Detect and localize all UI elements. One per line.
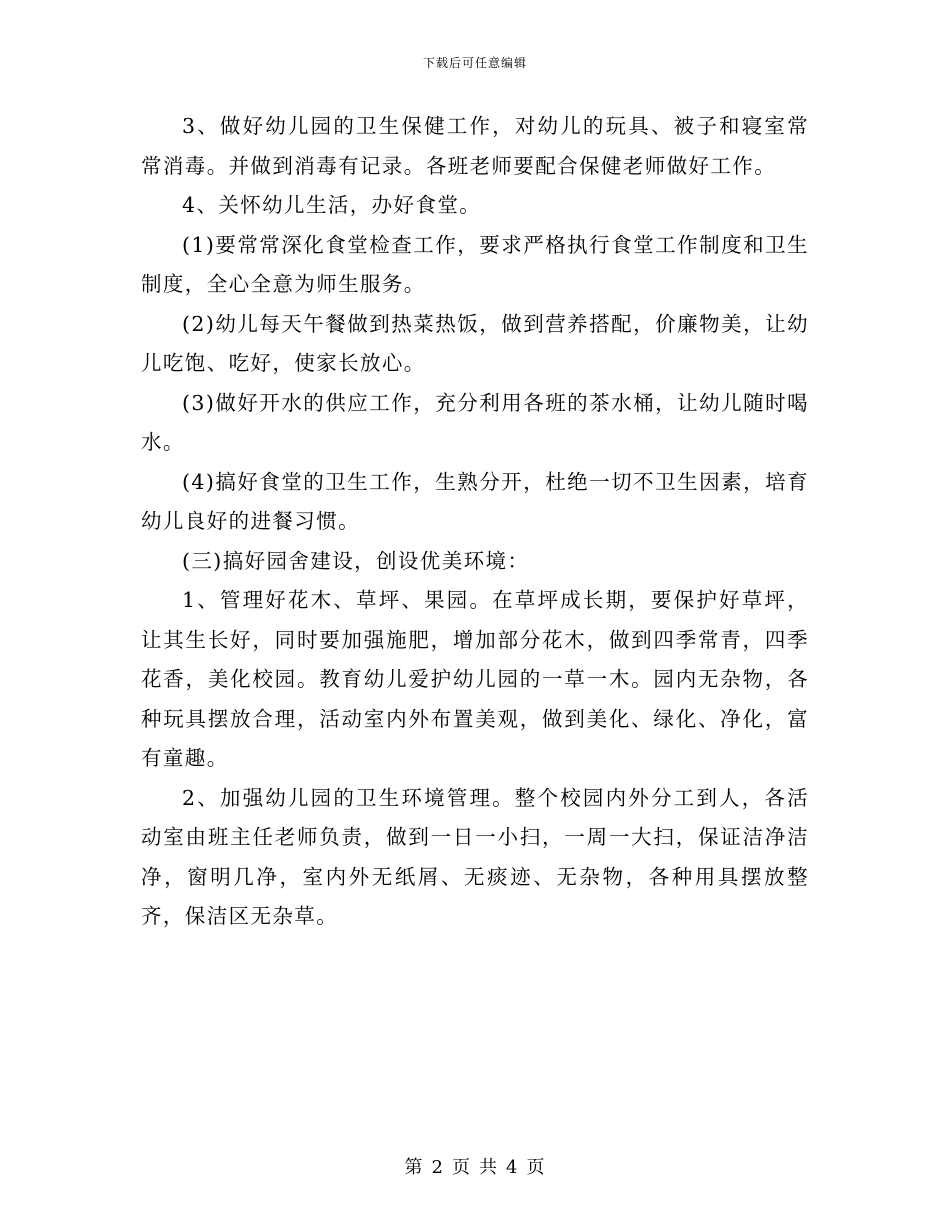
paragraph: (2)幼儿每天午餐做到热菜热饭，做到营养搭配，价廉物美，让幼儿吃饱、吃好，使家长放心。 <box>141 311 809 375</box>
paragraph: 1、管理好花木、草坪、果园。在草坪成长期，要保护好草坪，让其生长好，同时要加强施肥，增加部分花木，做到四季常青，四季花香，美化校园。教育幼儿爱护幼儿园的一草一木。园内无杂物，各种玩具摆放合理，活动室内外布置美观，做到美化、绿化、净化，富有童趣。 <box>141 588 809 770</box>
page-label-mid2: 共 <box>479 1157 498 1178</box>
total-pages-number: 4 <box>506 1157 519 1178</box>
document-body <box>141 107 809 937</box>
section-heading: (三)搞好园舍建设，创设优美环境： <box>182 548 530 573</box>
paragraph: 3、做好幼儿园的卫生保健工作，对幼儿的玩具、被子和寝室常常消毒。并做到消毒有记录。各班老师要配合保健老师做好工作。 <box>141 114 809 178</box>
paragraph: (1)要常常深化食堂检查工作，要求严格执行食堂工作制度和卫生制度，全心全意为师生服务。 <box>141 232 809 296</box>
current-page-number: 2 <box>431 1157 444 1178</box>
paragraph: (3)做好开水的供应工作，充分利用各班的茶水桶，让幼儿随时喝水。 <box>141 390 809 454</box>
paragraph: 4、关怀幼儿生活，办好食堂。 <box>182 193 482 217</box>
page-label-prefix: 第 <box>404 1157 424 1178</box>
paragraph: 2、加强幼儿园的卫生环境管理。整个校园内外分工到人，各活动室由班主任老师负责，做到一日一小扫，一周一大扫，保证洁净洁净，窗明几净，室内外无纸屑、无痰迹、无杂物，各种用具摆放整齐，保洁区无杂草。 <box>141 785 809 928</box>
page-footer <box>0 1153 950 1179</box>
page-label-mid1: 页 <box>452 1157 471 1178</box>
paragraph: (4)搞好食堂的卫生工作，生熟分开，杜绝一切不卫生因素，培育幼儿良好的进餐习惯。 <box>141 469 809 533</box>
header-note: 下载后可任意编辑 <box>422 56 527 70</box>
page-label-suffix: 页 <box>526 1157 546 1178</box>
